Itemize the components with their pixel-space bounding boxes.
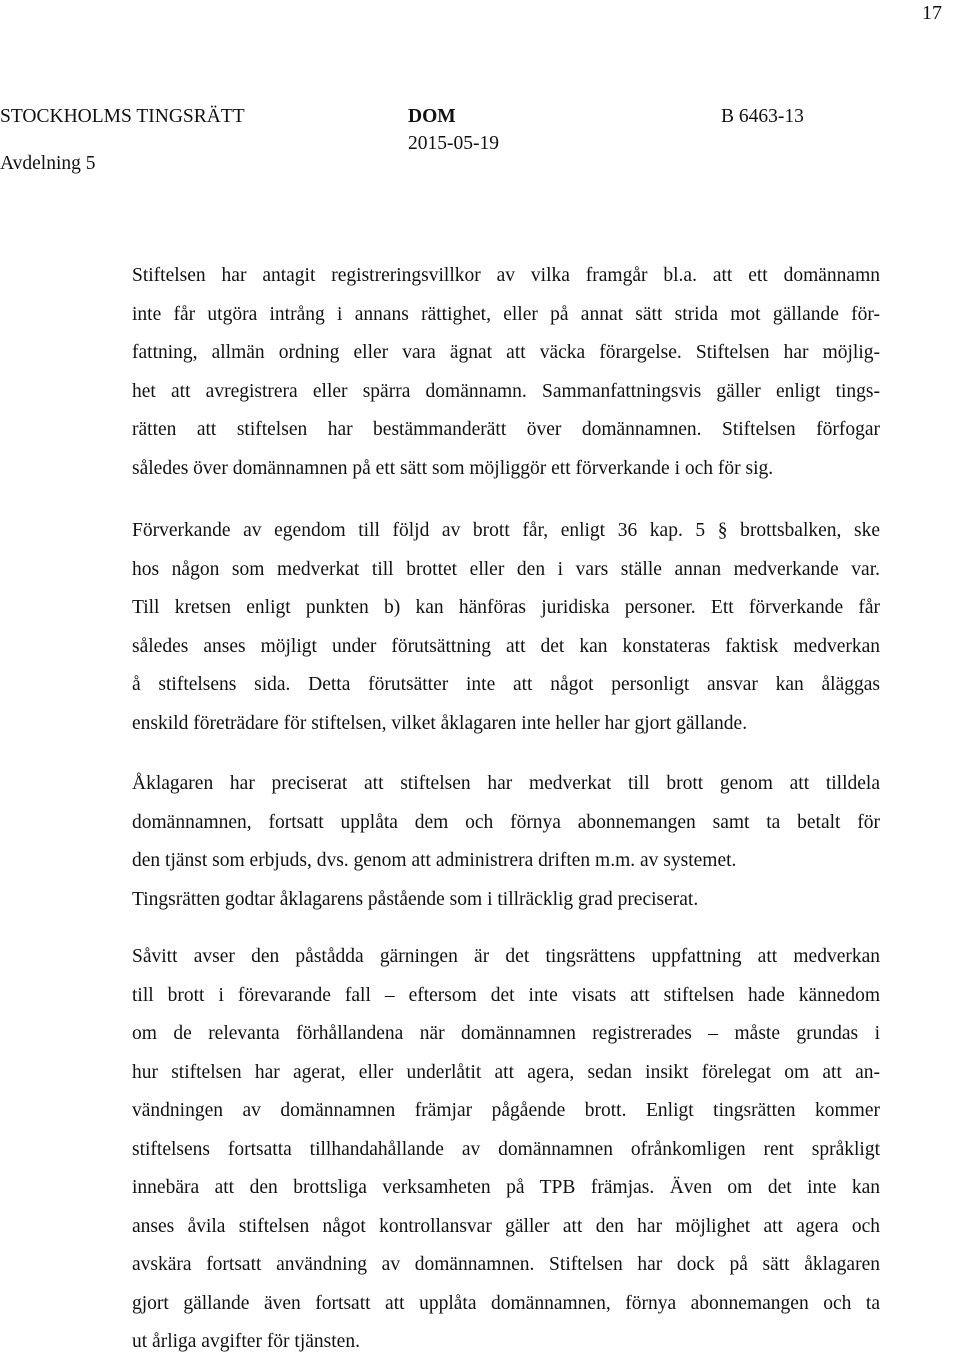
text-line: vändningen av domännamnen främjar pågående brott. Enligt tingsrätten kommer [132, 1100, 880, 1121]
text-line: således över domännamnen på ett sätt som möjliggör ett förverkande i och för sig. [132, 457, 774, 479]
court-name: STOCKHOLMS TINGSRÄTT [0, 106, 245, 127]
division-name: Avdelning 5 [0, 153, 96, 174]
text-line: rätten att stiftelsen har bestämmanderätt över domännamnen. Stiftelsen förfogar [132, 419, 880, 440]
text-line: stiftelsens fortsatta tillhandahållande av domännamnen ofrånkomligen rent språkligt [132, 1138, 880, 1160]
text-line: het att avregistrera eller spärra domännamn. Sammanfattningsvis gäller enligt tings- [132, 380, 880, 402]
text-line: avskära fortsatt användning av domännamnen. Stiftelsen har dock på sätt åklagaren [132, 1254, 880, 1275]
paragraph-prosecutor-claim [132, 765, 880, 919]
text-line: hur stiftelsen har agerat, eller underlåtit att agera, sedan insikt förelegat om att an- [132, 1061, 880, 1083]
text-line: gjort gällande även fortsatt att upplåta domännamnen, förnya abonnemangen och ta [132, 1292, 880, 1314]
text-line: Förverkande av egendom till följd av brott får, enligt 36 kap. 5 § brottsbalken, ske [132, 520, 880, 541]
paragraph-registration-terms [132, 257, 880, 488]
paragraph-forfeiture [132, 512, 880, 743]
text-line: å stiftelsens sida. Detta förutsätter inte att något personligt ansvar kan åläggas [132, 674, 880, 695]
text-line: inte får utgöra intrång i annans rättighet, eller på annat sätt strida mot gällande för- [132, 303, 880, 325]
text-line: hos någon som medverkat till brottet eller den i vars ställe annan medverkande var. [132, 558, 880, 580]
text-line: således anses möjligt under förutsättning att det kan konstateras faktisk medverkan [132, 635, 880, 657]
text-line: innebära att den brottsliga verksamheten på TPB främjas. Även om det inte kan [132, 1177, 880, 1198]
document-type: DOM [408, 106, 456, 127]
text-line: till brott i förevarande fall – eftersom det inte visats att stiftelsen hade kännedom [132, 984, 880, 1006]
case-number: B 6463-13 [721, 106, 804, 127]
text-line: om de relevanta förhållandena när domännamnen registrerades – måste grundas i [132, 1023, 880, 1044]
text-line: Stiftelsen har antagit registreringsvillkor av vilka framgår bl.a. att ett domännamn [132, 265, 880, 286]
text-line: den tjänst som erbjuds, dvs. genom att administrera driften m.m. av systemet. [132, 850, 737, 871]
text-line: Till kretsen enligt punkten b) kan hänföras juridiska personer. Ett förverkande får [132, 597, 880, 618]
text-line: enskild företrädare för stiftelsen, vilket åklagaren inte heller har gjort gällande. [132, 712, 748, 734]
text-line: ut årliga avgifter för tjänsten. [132, 1331, 360, 1352]
text-line: fattning, allmän ordning eller vara ägnat att väcka förargelse. Stiftelsen har möjlig- [132, 342, 880, 363]
text-line: anses åvila stiftelsen något kontrollansvar gäller att den har möjlighet att agera och [132, 1215, 880, 1237]
text-line: Åklagaren har preciserat att stiftelsen har medverkat till brott genom att tilldela [132, 773, 880, 794]
text-line: Tingsrätten godtar åklagarens påstående som i tillräcklig grad preciserat. [132, 888, 699, 910]
text-line: Såvitt avser den påstådda gärningen är det tingsrättens uppfattning att medverkan [132, 946, 880, 967]
paragraph-court-assessment [132, 938, 880, 1362]
text-line: domännamnen, fortsatt upplåta dem och förnya abonnemangen samt ta betalt för [132, 811, 880, 833]
page-number: 17 [922, 2, 942, 24]
document-date: 2015-05-19 [408, 133, 499, 154]
